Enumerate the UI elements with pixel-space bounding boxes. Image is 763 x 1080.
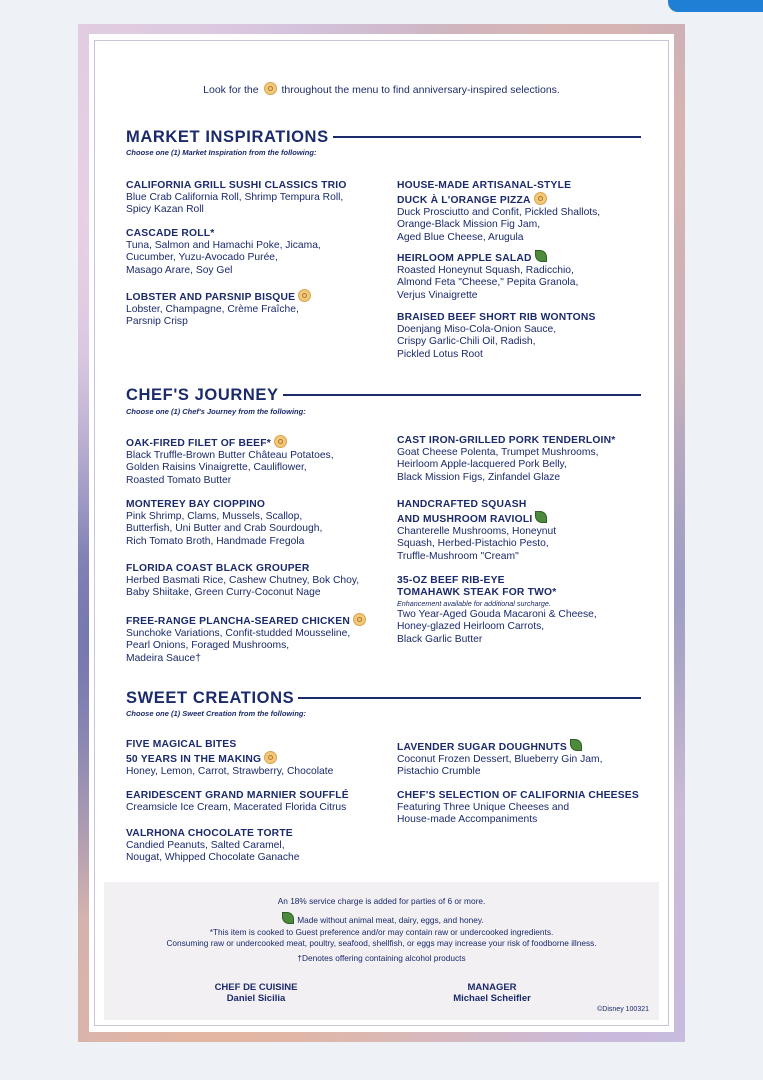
- manager-signature: [412, 982, 572, 1004]
- menu-item-name-line-2: [397, 192, 647, 207]
- menu-item-name-text: CALIFORNIA GRILL SUSHI CLASSICS TRIO: [126, 180, 347, 191]
- menu-item-name-text: HEIRLOOM APPLE SALAD: [397, 253, 532, 264]
- menu-item-name-text: 35-OZ BEEF RIB-EYE: [397, 575, 505, 586]
- menu-item: [126, 739, 376, 778]
- menu-item: [397, 499, 647, 563]
- anniversary-icon: [264, 82, 277, 95]
- menu-item: [397, 312, 647, 361]
- menu-item-name: [397, 180, 647, 192]
- anniversary-icon: [534, 192, 547, 205]
- menu-item-name-text: HANDCRAFTED SQUASH: [397, 499, 527, 510]
- plant-based-text: Made without animal meat, dairy, eggs, and honey.: [297, 915, 484, 925]
- menu-item-name: [126, 739, 376, 751]
- menu-item-description: Masago Arare, Soy Gel: [126, 264, 233, 276]
- menu-item-name-text: FIVE MAGICAL BITES: [126, 739, 237, 750]
- menu-item-name: [397, 435, 647, 447]
- menu-item-name-text: 50 YEARS IN THE MAKING: [126, 754, 262, 765]
- menu-item-description: Roasted Tomato Butter: [126, 474, 232, 486]
- menu-item-name-text: FREE-RANGE PLANCHA-SEARED CHICKEN: [126, 616, 350, 627]
- service-charge-note: An 18% service charge is added for parties of 6 or more.: [277, 896, 486, 906]
- plant-based-icon: [570, 739, 582, 751]
- menu-item-name: [126, 289, 376, 304]
- menu-item-name-text: LOBSTER AND PARSNIP BISQUE: [126, 292, 296, 303]
- menu-item-description: Chanterelle Mushrooms, Honeynut: [397, 526, 557, 537]
- menu-item-description: Tuna, Salmon and Hamachi Poke, Jicama,: [126, 240, 321, 251]
- menu-item-description: Black Mission Figs, Zinfandel Glaze: [397, 471, 561, 483]
- menu-item-name: [397, 250, 647, 265]
- menu-card: [78, 24, 685, 1042]
- raw-warning-line-2: Consuming raw or undercooked meat, poultry, seafood, shellfish, or eggs may increase your risk of foodborne illness.: [166, 938, 597, 948]
- menu-item-description: Black Garlic Butter: [397, 633, 483, 645]
- corner-tab: [668, 0, 763, 12]
- menu-item-name-text: CASCADE ROLL*: [126, 228, 215, 239]
- alcohol-note: †Denotes offering containing alcohol products: [297, 953, 466, 963]
- menu-item-name-text: HOUSE-MADE ARTISANAL-STYLE: [397, 180, 572, 191]
- menu-item-description: Roasted Honeynut Squash, Radicchio,: [397, 265, 574, 276]
- plant-based-icon: [282, 912, 294, 924]
- section-header: [126, 128, 641, 146]
- menu-item-description: Crispy Garlic-Chili Oil, Radish,: [397, 336, 536, 348]
- menu-item-description: Lobster, Champagne, Crème Fraîche,: [126, 304, 299, 315]
- menu-item-description: Rich Tomato Broth, Handmade Fregola: [126, 535, 305, 547]
- menu-item-name-line-2: [397, 587, 647, 599]
- menu-item: [397, 250, 647, 302]
- menu-item-name-line-2: [397, 511, 647, 526]
- menu-item-name-text: VALRHONA CHOCOLATE TORTE: [126, 828, 293, 839]
- manager-role: MANAGER: [467, 982, 517, 993]
- menu-item-description: Parsnip Crisp: [126, 316, 188, 328]
- menu-item-name-text: OAK-FIRED FILET OF BEEF*: [126, 438, 271, 449]
- menu-item: [397, 575, 647, 646]
- menu-item-name: [126, 563, 376, 575]
- menu-item-description: Spicy Kazan Roll: [126, 204, 204, 216]
- menu-item: [126, 790, 376, 814]
- menu-item-description: Nougat, Whipped Chocolate Ganache: [126, 852, 300, 864]
- menu-item-name-text: FLORIDA COAST BLACK GROUPER: [126, 563, 310, 574]
- menu-item-description: Doenjang Miso-Cola-Onion Sauce,: [397, 324, 557, 335]
- menu-item-description: Verjus Vinaigrette: [397, 289, 478, 301]
- section-header: [126, 386, 641, 404]
- menu-item: [397, 180, 647, 244]
- menu-item: [397, 435, 647, 484]
- section-title: CHEF'S JOURNEY: [126, 385, 279, 404]
- menu-item-description: Honey, Lemon, Carrot, Strawberry, Chocolate: [126, 766, 334, 777]
- menu-item: [126, 180, 376, 217]
- menu-item: [126, 435, 376, 487]
- menu-item-description: Two Year-Aged Gouda Macaroni & Cheese,: [397, 609, 597, 620]
- manager-name: Michael Scheifler: [453, 993, 531, 1004]
- menu-item-name: [126, 613, 376, 628]
- menu-item-name: [397, 575, 647, 587]
- menu-item-name-line-2: [126, 751, 376, 766]
- menu-item: [126, 499, 376, 548]
- raw-warning-line-1: *This item is cooked to Guest preference and/or may contain raw or undercooked ingredients.: [209, 927, 554, 937]
- menu-item-description: Duck Prosciutto and Confit, Pickled Shallots,: [397, 207, 601, 218]
- section-rule: [333, 136, 641, 138]
- anniversary-icon: [353, 613, 366, 626]
- chef-signature: [176, 982, 336, 1004]
- menu-item-description: Madeira Sauce†: [126, 652, 201, 664]
- menu-item: [126, 613, 376, 665]
- menu-item-name-text: CAST IRON-GRILLED PORK TENDERLOIN*: [397, 435, 616, 446]
- menu-item-description: Pink Shrimp, Clams, Mussels, Scallop,: [126, 511, 303, 522]
- menu-item-description: Cucumber, Yuzu-Avocado Purée,: [126, 252, 278, 264]
- menu-item-name-text: AND MUSHROOM RAVIOLI: [397, 514, 533, 525]
- section-title: MARKET INSPIRATIONS: [126, 127, 329, 146]
- menu-item-description: Heirloom Apple-lacquered Pork Belly,: [397, 459, 567, 471]
- menu-item-description: Herbed Basmati Rice, Cashew Chutney, Bok Choy,: [126, 575, 360, 586]
- menu-item-name: [397, 739, 647, 754]
- menu-item-description: Golden Raisins Vinaigrette, Cauliflower,: [126, 462, 307, 474]
- menu-item-name: [126, 828, 376, 840]
- menu-item-description: Black Truffle-Brown Butter Château Potatoes,: [126, 450, 334, 461]
- menu-item-name-text: BRAISED BEEF SHORT RIB WONTONS: [397, 312, 596, 323]
- menu-item-description: Truffle-Mushroom "Cream": [397, 550, 519, 562]
- section-header: [126, 689, 641, 707]
- menu-item-name-text: CHEF'S SELECTION OF CALIFORNIA CHEESES: [397, 790, 639, 801]
- anniversary-icon: [298, 289, 311, 302]
- section-title: SWEET CREATIONS: [126, 688, 295, 707]
- plant-based-note: [104, 912, 659, 925]
- menu-item: [126, 563, 376, 600]
- copyright: ©Disney 100321: [597, 1006, 649, 1013]
- menu-item-description: Butterfish, Uni Butter and Crab Sourdough,: [126, 523, 323, 535]
- menu-item-name: [126, 790, 376, 802]
- menu-item-description: Honey-glazed Heirloom Carrots,: [397, 621, 545, 633]
- chef-name: Daniel Sicilia: [226, 993, 286, 1004]
- menu-item-description: Blue Crab California Roll, Shrimp Tempura Roll,: [126, 192, 344, 203]
- menu-item-description: Orange-Black Mission Fig Jam,: [397, 219, 541, 231]
- menu-item-description: Aged Blue Cheese, Arugula: [397, 231, 524, 243]
- menu-item-description: Sunchoke Variations, Confit-studded Mousseline,: [126, 628, 351, 639]
- plant-based-icon: [535, 250, 547, 262]
- menu-item-description: Almond Feta "Cheese," Pepita Granola,: [397, 277, 579, 289]
- menu-item-description: Creamsicle Ice Cream, Macerated Florida Citrus: [126, 802, 347, 813]
- menu-item-name-text: EARIDESCENT GRAND MARNIER SOUFFLÉ: [126, 790, 349, 801]
- menu-item: [126, 228, 376, 277]
- menu-item-description: Baby Shiitake, Green Curry-Coconut Nage: [126, 587, 321, 599]
- menu-item-description: Pearl Onions, Foraged Mushrooms,: [126, 640, 290, 652]
- chef-role: CHEF DE CUISINE: [214, 982, 298, 993]
- menu-item-name: [126, 499, 376, 511]
- menu-item-name-text: TOMAHAWK STEAK FOR TWO*: [397, 587, 557, 598]
- menu-item-name-text: DUCK À L'ORANGE PIZZA: [397, 195, 531, 206]
- menu-item-name: [126, 228, 376, 240]
- section-rule: [283, 394, 641, 396]
- menu-item-name: [126, 180, 376, 192]
- menu-item-name: [126, 435, 376, 450]
- menu-item: [126, 289, 376, 329]
- menu-item-note: Enhancement available for additional surcharge.: [397, 599, 551, 608]
- tagline-before: Look for the: [203, 84, 259, 96]
- section-subtitle: Choose one (1) Sweet Creation from the following:: [126, 709, 307, 718]
- menu-item: [126, 828, 376, 865]
- menu-item-name: [397, 312, 647, 324]
- section-subtitle: Choose one (1) Chef's Journey from the following:: [126, 407, 306, 416]
- menu-item-name-text: LAVENDER SUGAR DOUGHNUTS: [397, 742, 567, 753]
- anniversary-icon: [274, 435, 287, 448]
- anniversary-icon: [264, 751, 277, 764]
- menu-item: [397, 739, 647, 779]
- menu-item-description: House-made Accompaniments: [397, 814, 538, 826]
- menu-item-description: Squash, Herbed-Pistachio Pesto,: [397, 538, 549, 550]
- section-subtitle: Choose one (1) Market Inspiration from the following:: [126, 148, 317, 157]
- section-rule: [298, 697, 641, 699]
- menu-item-description: Goat Cheese Polenta, Trumpet Mushrooms,: [397, 447, 599, 458]
- plant-based-icon: [535, 511, 547, 523]
- menu-item-description: Candied Peanuts, Salted Caramel,: [126, 840, 285, 851]
- tagline: [89, 82, 674, 96]
- menu-item-description: Featuring Three Unique Cheeses and: [397, 802, 570, 813]
- menu-item-description: Coconut Frozen Dessert, Blueberry Gin Jam,: [397, 754, 603, 765]
- menu-item-description: Pickled Lotus Root: [397, 348, 483, 360]
- menu-item: [397, 790, 647, 827]
- menu-item-name-text: MONTEREY BAY CIOPPINO: [126, 499, 266, 510]
- menu-item-name: [397, 499, 647, 511]
- menu-item-name: [397, 790, 647, 802]
- menu-footer: [104, 882, 659, 1020]
- tagline-after: throughout the menu to find anniversary-inspired selections.: [281, 84, 560, 96]
- menu-item-description: Pistachio Crumble: [397, 766, 481, 778]
- menu-page: [89, 34, 674, 1032]
